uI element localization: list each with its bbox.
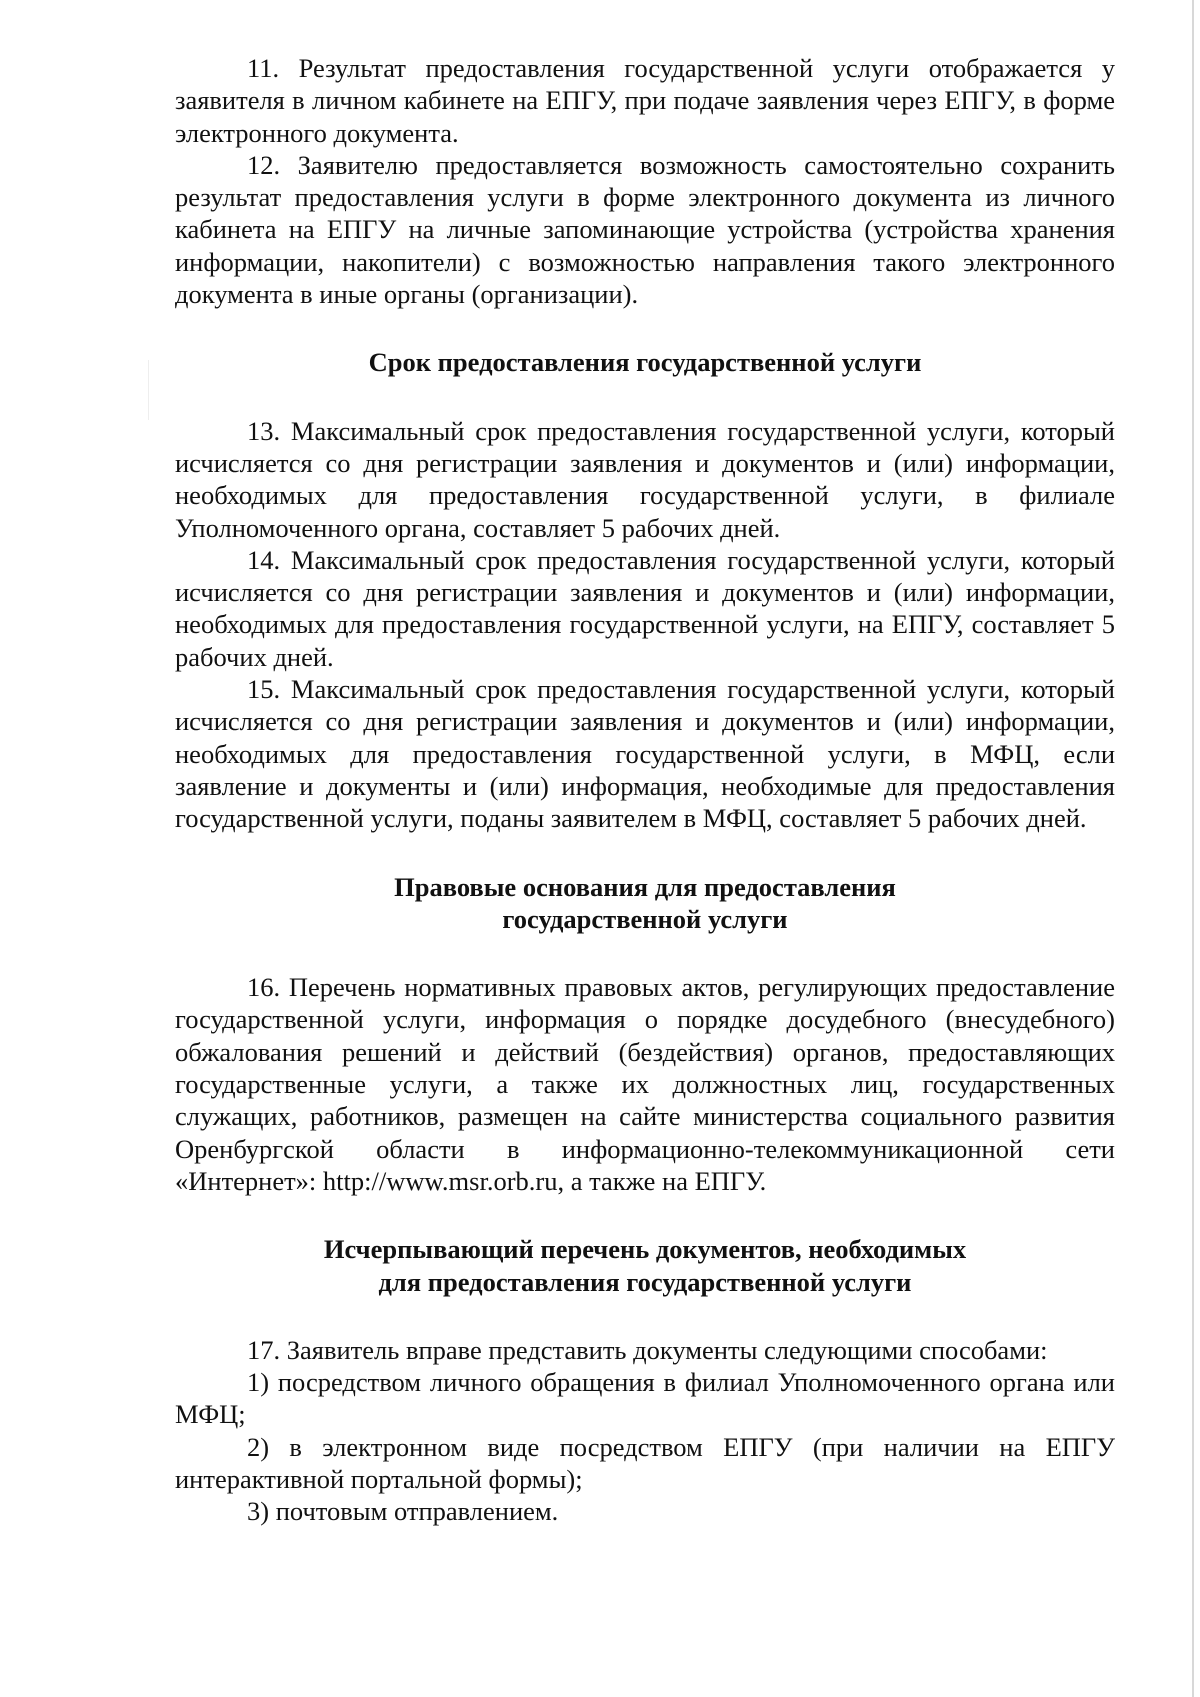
paragraph-14: 14. Максимальный срок предоставления государственной услуги, который исчисляется со дня регистрации заявления и документов и (или) информации, необходимых для предоставления государственной услуги, на ЕПГУ, составляет 5 рабочих дней.	[175, 544, 1115, 672]
heading-service-term-text: Срок предоставления государственной услуги	[368, 347, 922, 378]
heading-documents-list	[175, 1233, 1115, 1298]
spacer	[175, 379, 1115, 415]
paragraph-17-item-2: 2) в электронном виде посредством ЕПГУ (при наличии на ЕПГУ интерактивной портальной формы);	[175, 1431, 1115, 1494]
paragraph-11: 11. Результат предоставления государственной услуги отображается у заявителя в личном кабинете на ЕПГУ, при подаче заявления через ЕПГУ, в форме электронного документа.	[175, 53, 1115, 148]
paragraph-12: 12. Заявителю предоставляется возможность самостоятельно сохранить результат предоставления услуги в форме электронного документа из личного кабинета на ЕПГУ на личные запоминающие устройства (устройства хранения информации, накопители) с возможностью направления такого электронного документа в иные органы (организации).	[175, 149, 1115, 310]
heading-legal-basis-line2: государственной услуги	[502, 903, 788, 934]
heading-legal-basis-line1: Правовые основания для предоставления	[394, 871, 896, 902]
spacer	[175, 835, 1115, 871]
spacer	[175, 1197, 1115, 1233]
heading-documents-list-line1: Исчерпывающий перечень документов, необходимых	[323, 1234, 967, 1265]
heading-legal-basis	[175, 871, 1115, 936]
paragraph-13: 13. Максимальный срок предоставления государственной услуги, который исчисляется со дня регистрации заявления и документов и (или) информации, необходимых для предоставления государственной услуги, в филиале Уполномоченного органа, составляет 5 рабочих дней.	[175, 415, 1115, 543]
paragraph-17: 17. Заявитель вправе представить документы следующими способами:	[247, 1334, 1048, 1365]
scan-artifact	[148, 360, 149, 420]
spacer	[175, 310, 1115, 346]
scan-edge-shadow	[1192, 0, 1194, 1697]
paragraph-16: 16. Перечень нормативных правовых актов, регулирующих предоставление государственной услуги, информация о порядке досудебного (внесудебного) обжалования решений и действий (бездействия) органов, предоставляющих государственные услуги, а также их должностных лиц, государственных служащих, работников, размещен на сайте министерства социального развития Оренбургской области в информационно-телекоммуникационной сети «Интернет»: http://www.msr.orb.ru, а также на ЕПГУ.	[175, 972, 1115, 1196]
paragraph-17-item-1: 1) посредством личного обращения в филиал Уполномоченного органа или МФЦ;	[175, 1367, 1115, 1430]
heading-documents-list-line2: для предоставления государственной услуги	[378, 1266, 912, 1297]
spacer	[175, 1298, 1115, 1334]
document-body	[175, 52, 1115, 1528]
paragraph-15: 15. Максимальный срок предоставления государственной услуги, который исчисляется со дня регистрации заявления и документов и (или) информации, необходимых для предоставления государственной услуги, в МФЦ, если заявление и документы и (или) информация, необходимые для предоставления государственной услуги, поданы заявителем в МФЦ, составляет 5 рабочих дней.	[175, 674, 1115, 834]
spacer	[175, 935, 1115, 971]
heading-service-term	[175, 346, 1115, 378]
paragraph-17-item-3: 3) почтовым отправлением.	[247, 1496, 559, 1527]
